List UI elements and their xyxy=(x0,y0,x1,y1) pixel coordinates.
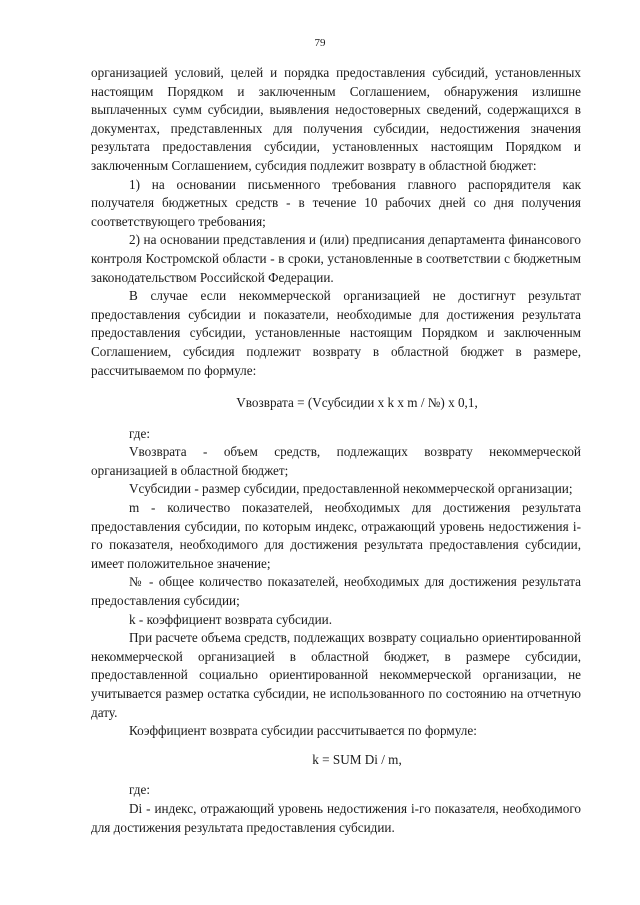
formula-return-volume: Vвозврата = (Vсубсидии x k x m / №) x 0,1, xyxy=(236,395,478,411)
definition-k: k - коэффициент возврата субсидии. xyxy=(129,611,332,627)
paragraph-return-conditions: организацией условий, целей и порядка предоставления субсидий, установленных настоящим Порядком и заключенным Соглашением, обнаружения излишне выплаченных сумм субсидии, выявления недостоверных сведений, содержащихся в документах, представленных для получения субсидии, недостижения значения результата предоставления субсидии, установленных настоящим Порядком и заключенным Соглашением, субсидия подлежит возврату в областной бюджет: xyxy=(91,65,581,173)
where-label: где: xyxy=(129,782,150,798)
where-label: где: xyxy=(129,425,150,441)
definition-v-subsidy: Vсубсидии - размер субсидии, предоставленной некоммерческой организации; xyxy=(129,481,573,497)
definition-n: № - общее количество показателей, необходимых для достижения результата предоставления субсидии; xyxy=(91,574,581,609)
definition-v-return: Vвозврата - объем средств, подлежащих возврату некоммерческой организацией в областной бюджет; xyxy=(91,444,581,478)
paragraph-item-1: 1) на основании письменного требования главного распорядителя как получателя бюджетных средств - в течение 10 рабочих дней со дня получения соответствующего требования; xyxy=(91,176,581,229)
document-body xyxy=(91,64,581,837)
formula-coefficient: k = SUM Di / m, xyxy=(312,751,402,767)
paragraph-coefficient-intro: Коэффициент возврата субсидии рассчитывается по формуле: xyxy=(129,723,477,739)
page-number: 79 xyxy=(314,37,326,49)
definition-m: m - количество показателей, необходимых для достижения результата предоставления субсидии, по которым индекс, отражающий уровень недостижения i-го показателя, необходимого для достижения результата предоставления субсидии, имеет положительное значение; xyxy=(91,500,581,571)
definition-di: Di - индекс, отражающий уровень недостижения i-го показателя, необходимого для достижения результата предоставления субсидии. xyxy=(91,800,581,835)
paragraph-result-not-achieved: В случае если некоммерческой организацией не достигнут результат предоставления субсидии и показатели, необходимые для достижения результата предоставления субсидии, установленные настоящим Порядком и заключенным Соглашением, субсидия подлежит возврату в областной бюджет в размере, рассчитываемом по формуле: xyxy=(91,288,581,378)
paragraph-socially-oriented: При расчете объема средств, подлежащих возврату социально ориентированной некоммерческой организацией в областной бюджет, в размере субсидии, предоставленной социально ориентированной некоммерческой организации, не учитывается размер остатка субсидии, не использованного по состоянию на отчетную дату. xyxy=(91,630,581,720)
paragraph-item-2: 2) на основании представления и (или) предписания департамента финансового контроля Костромской области - в сроки, установленные в соответствии с бюджетным законодательством Российской Федерации. xyxy=(91,232,581,285)
